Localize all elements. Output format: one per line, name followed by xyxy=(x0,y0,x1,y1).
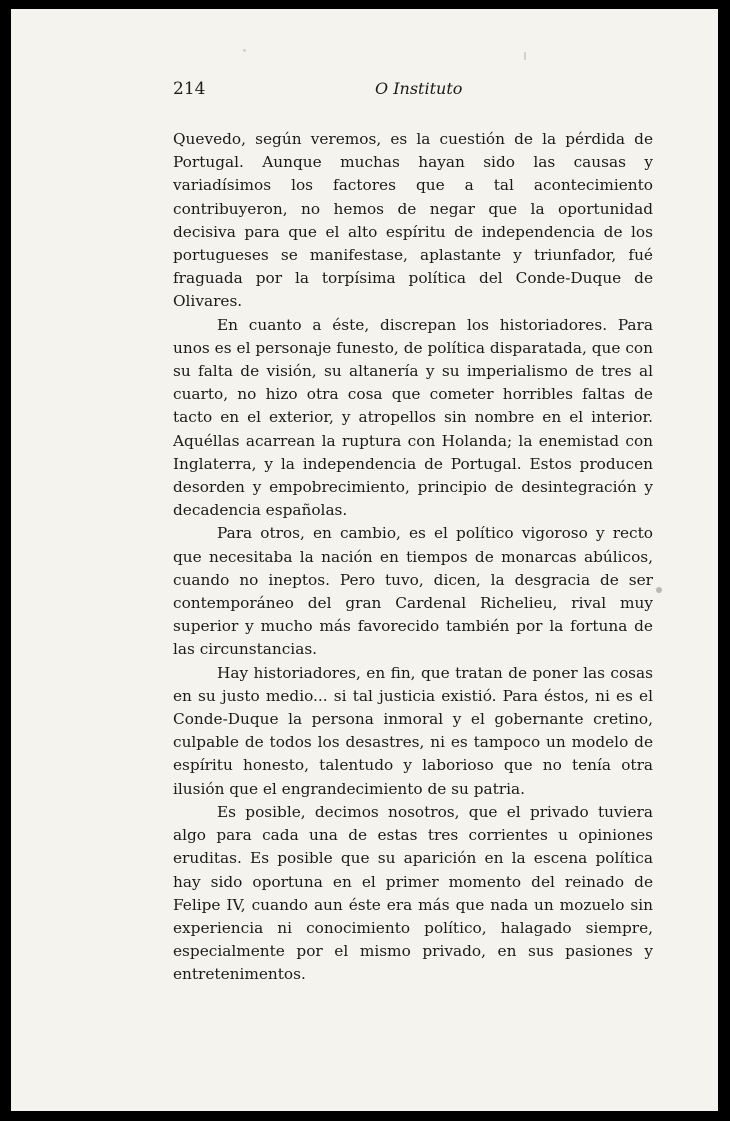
running-title: O Instituto xyxy=(375,79,463,98)
paper-speck xyxy=(243,49,246,52)
body-text xyxy=(173,128,653,987)
paragraph: En cuanto a éste, discrepan los historiadores. Para unos es el personaje funesto, de política disparatada, que con su falta de visión, su altanería y su imperialismo de tres al cuarto, no hizo otra cosa que cometer horribles faltas de tacto en el exterior, y atropellos sin nombre en el interior. Aquéllas acarrean la ruptura con Holanda; la enemistad con Inglaterra, y la independencia de Portugal. Estos producen desorden y empobrecimiento, principio de desintegración y decadencia españolas. xyxy=(173,315,653,520)
page-number: 214 xyxy=(173,79,206,99)
paper-speck xyxy=(524,52,526,60)
page-header xyxy=(11,79,718,105)
paragraph: Hay historiadores, en fin, que tratan de poner las cosas en su justo medio... si tal justicia existió. Para éstos, ni es el Conde-Duque la persona inmoral y el gobernante cretino, culpable de todos los desastres, ni es tampoco un modelo de espíritu honesto, talentudo y laborioso que no tenía otra ilusión que el engrandecimiento de su patria. xyxy=(173,663,653,798)
book-page xyxy=(11,9,718,1111)
paragraph: Quevedo, según veremos, es la cuestión de la pérdida de Portugal. Aunque muchas hayan sido las causas y variadísimos los factores que a tal acontecimiento contribuyeron, no hemos de negar que la oportunidad decisiva para que el alto espíritu de independencia de los portugueses se manifestase, aplastante y triunfador, fué fraguada por la torpísima política del Conde-Duque de Olivares. xyxy=(173,130,653,311)
paragraph: Es posible, decimos nosotros, que el privado tuviera algo para cada una de estas tres corrientes u opiniones eruditas. Es posible que su aparición en la escena política hay sido oportuna en el primer momento del reinado de Felipe IV, cuando aun éste era más que nada un mozuelo sin experiencia ni conocimiento político, halagado siempre, especialmente por el mismo privado, en sus pasiones y entretenimentos. xyxy=(173,802,653,984)
paper-speck xyxy=(656,587,662,593)
paragraph: Para otros, en cambio, es el político vigoroso y recto que necesitaba la nación en tiempos de monarcas abúlicos, cuando no ineptos. Pero tuvo, dicen, la desgracia de ser contemporáneo del gran Cardenal Richelieu, rival muy superior y mucho más favorecido también por la fortuna de las circunstancias. xyxy=(173,524,653,659)
